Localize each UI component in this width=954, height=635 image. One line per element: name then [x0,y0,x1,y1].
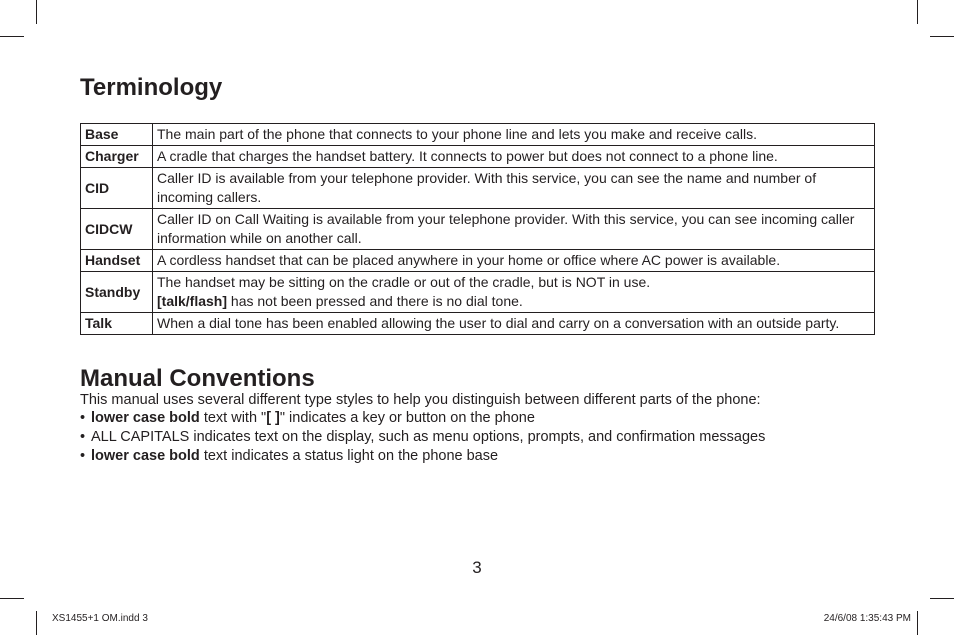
crop-mark [0,598,24,599]
bullet: • [80,429,86,445]
list-item [80,428,765,447]
text-run: ALL CAPITALS indicates text on the display, such as menu options, prompts, and confirmation messages [91,429,766,445]
term-cell: Talk [81,313,153,335]
file-slug: XS1455+1 OM.indd 3 [52,613,148,624]
table-row [81,124,875,146]
terminology-title: Terminology [80,74,223,101]
bullet: • [80,448,86,464]
crop-mark [36,0,37,24]
table-row [81,146,875,168]
term-cell: CID [81,168,153,209]
definition-cell: When a dial tone has been enabled allowing the user to dial and carry on a conversation with an outside party. [153,313,875,335]
term-cell: Base [81,124,153,146]
key-name: [talk/flash] [157,293,228,309]
date-slug: 24/6/08 1:35:43 PM [823,613,911,624]
text-run: " indicates a key or button on the phone [279,410,535,426]
text-run: text with " [199,410,267,426]
bold-text: lower case bold [91,410,200,426]
term-cell: Handset [81,250,153,272]
crop-mark [930,598,954,599]
term-cell: CIDCW [81,209,153,250]
bullet: • [80,410,86,426]
text-run: text indicates a status light on the phone base [199,448,499,464]
definition-cell: Caller ID is available from your telephone provider. With this service, you can see the name and number of incoming callers. [153,168,875,209]
crop-mark [917,0,918,24]
term-cell: Standby [81,272,153,313]
table-row [81,250,875,272]
list-item [80,409,765,428]
crop-mark [930,36,954,37]
definition-cell: Caller ID on Call Waiting is available from your telephone provider. With this service, you can see incoming caller information while on another call. [153,209,875,250]
definition-cell: The main part of the phone that connects to your phone line and lets you make and receive calls. [153,124,875,146]
definition-line: The handset may be sitting on the cradle or out of the cradle, but is NOT in use. [157,274,651,290]
table-row [81,209,875,250]
table-row [81,313,875,335]
bold-text: [ ] [266,410,280,426]
definition-cell [153,272,875,313]
list-item [80,447,765,466]
conventions-list [80,409,765,466]
table-row [81,168,875,209]
table-row [81,272,875,313]
bold-text: lower case bold [91,448,200,464]
terminology-table [80,123,875,335]
crop-mark [917,611,918,635]
definition-cell: A cordless handset that can be placed anywhere in your home or office where AC power is available. [153,250,875,272]
crop-mark [0,36,24,37]
definition-line: has not been pressed and there is no dial tone. [227,293,523,309]
conventions-intro: This manual uses several different type styles to help you distinguish between different parts of the phone: [80,392,761,408]
page-number: 3 [472,558,482,577]
term-cell: Charger [81,146,153,168]
crop-mark [36,611,37,635]
definition-cell: A cradle that charges the handset battery. It connects to power but does not connect to a phone line. [153,146,875,168]
conventions-title: Manual Conventions [80,365,315,392]
